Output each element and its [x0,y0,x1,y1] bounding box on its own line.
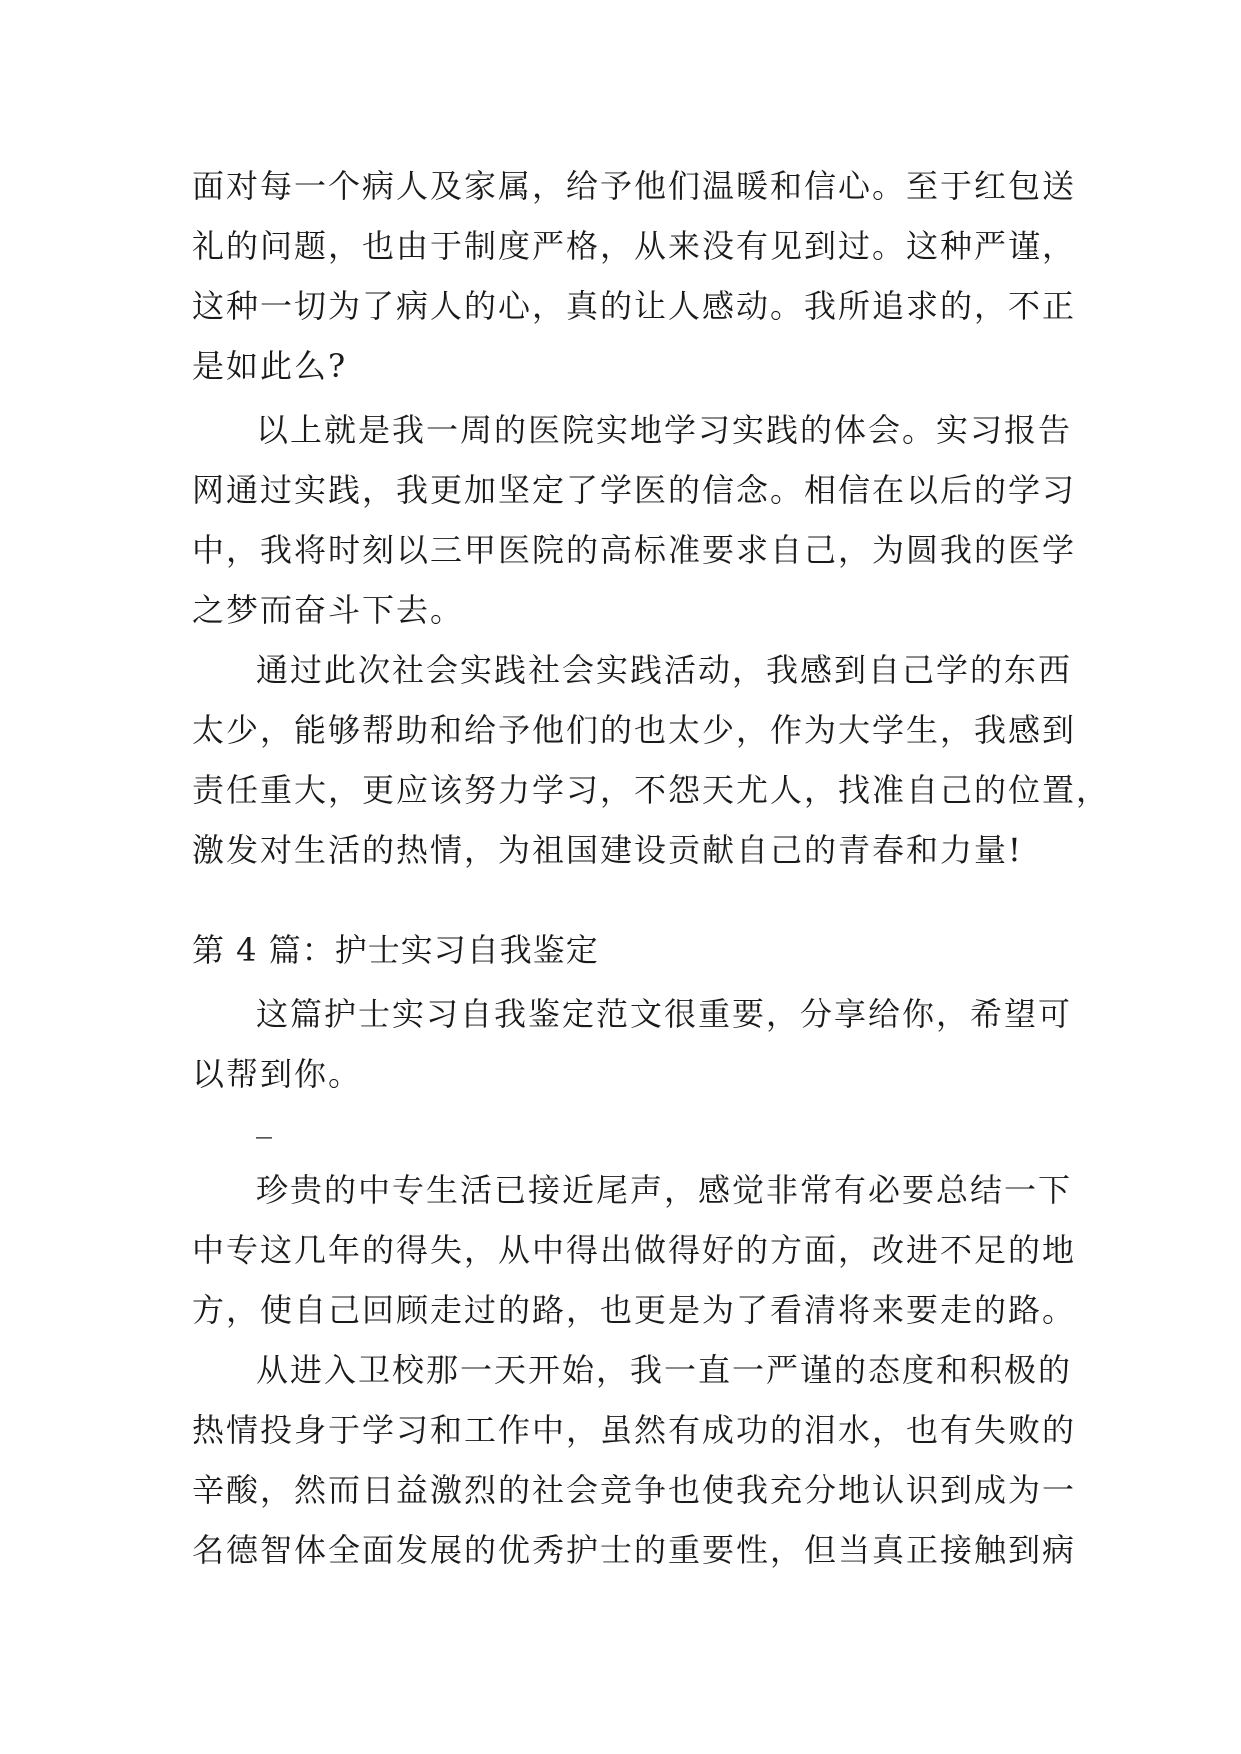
paragraph-6-line-2: 热情投身于学习和工作中，虽然有成功的泪水，也有失败的 [192,1411,1077,1449]
paragraph-3-line-1: 通过此次社会实践社会实践活动，我感到自己学的东西 [256,651,1073,689]
paragraph-4-line-1: 这篇护士实习自我鉴定范文很重要，分享给你，希望可 [256,995,1073,1033]
paragraph-3-line-2: 太少，能够帮助和给予他们的也太少，作为大学生，我感到 [192,711,1077,749]
paragraph-5-line-3: 方，使自己回顾走过的路，也更是为了看清将来要走的路。 [192,1291,1077,1329]
paragraph-1-line-1: 面对每一个病人及家属，给予他们温暖和信心。至于红包送 [192,167,1077,205]
paragraph-2-line-2: 网通过实践，我更加坚定了学医的信念。相信在以后的学习 [192,471,1077,509]
paragraph-6-line-1: 从进入卫校那一天开始，我一直一严谨的态度和积极的 [256,1351,1073,1389]
paragraph-3-line-4: 激发对生活的热情，为祖国建设贡献自己的青春和力量! [192,831,1023,869]
paragraph-6-line-3: 辛酸，然而日益激烈的社会竞争也使我充分地认识到成为一 [192,1471,1077,1509]
paragraph-2-line-3: 中，我将时刻以三甲医院的高标准要求自己，为圆我的医学 [192,531,1077,569]
separator-mark: _ [256,1101,274,1139]
paragraph-2-line-1: 以上就是我一周的医院实地学习实践的体会。实习报告 [256,411,1073,449]
paragraph-4-line-2: 以帮到你。 [192,1055,363,1093]
paragraph-1-line-3: 这种一切为了病人的心，真的让人感动。我所追求的，不正 [192,287,1077,325]
paragraph-5-line-2: 中专这几年的得失，从中得出做得好的方面，改进不足的地 [192,1231,1077,1269]
paragraph-1-line-2: 礼的问题，也由于制度严格，从来没有见到过。这种严谨， [192,227,1077,265]
paragraph-6-line-4: 名德智体全面发展的优秀护士的重要性，但当真正接触到病 [192,1531,1077,1569]
paragraph-3-line-3: 责任重大，更应该努力学习，不怨天尤人，找准自己的位置， [192,771,1111,809]
paragraph-1-line-4: 是如此么? [192,347,348,385]
paragraph-5-line-1: 珍贵的中专生活已接近尾声，感觉非常有必要总结一下 [256,1171,1073,1209]
section-heading: 第 4 篇：护士实习自我鉴定 [192,931,599,969]
paragraph-2-line-4: 之梦而奋斗下去。 [192,591,465,629]
